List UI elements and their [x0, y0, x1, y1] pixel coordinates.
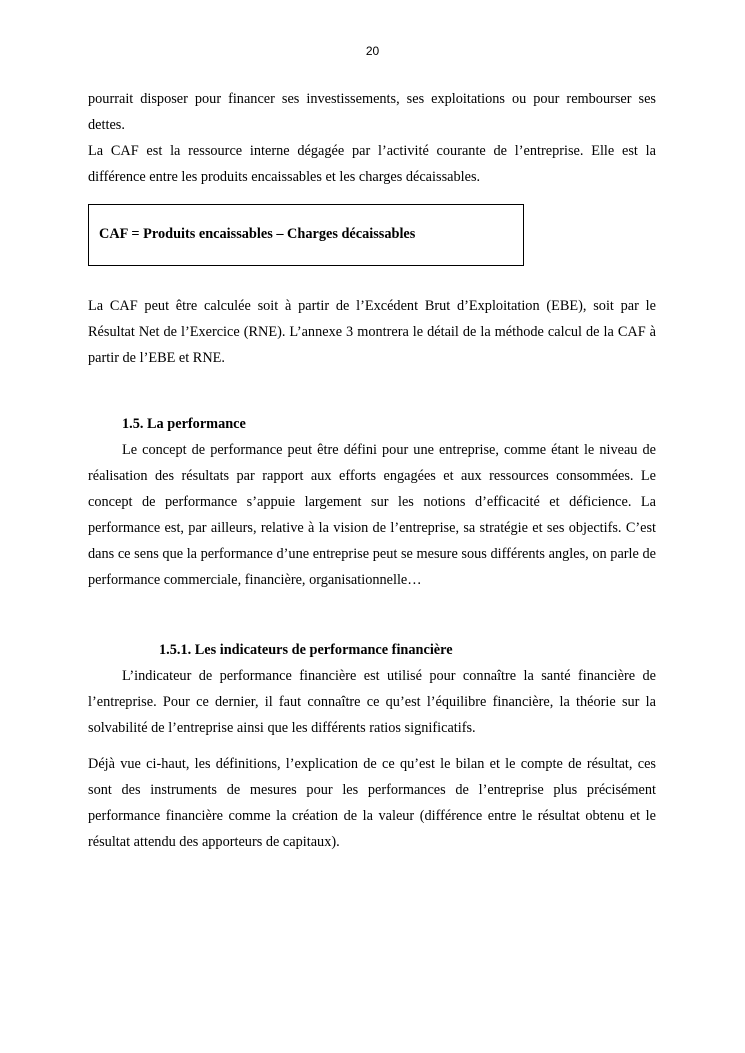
- document-body: [88, 86, 656, 855]
- paragraph-caf-definition: La CAF est la ressource interne dégagée par l’activité courante de l’entreprise. Elle est la différence entre les produits encaissables et les charges décaissables.: [88, 143, 656, 185]
- paragraph-instruments: Déjà vue ci-haut, les définitions, l’explication de ce qu’est le bilan et le compte de résultat, ces sont des instruments de mesures pour les performances de l’entreprise plus précisément performance financière comme la création de la valeur (différence entre le résultat obtenu et le résultat attendu des apporteurs de capitaux).: [88, 756, 656, 850]
- paragraph-indicator: L’indicateur de performance financière est utilisé pour connaître la santé financière de l’entreprise. Pour ce dernier, il faut connaître ce qu’est l’équilibre financière, la théorie sur la solvabilité de l’entreprise ainsi que les différents ratios significatifs.: [88, 668, 656, 736]
- formula-box: [88, 204, 524, 266]
- paragraph-caf-calculation: La CAF peut être calculée soit à partir de l’Excédent Brut d’Exploitation (EBE), soit par le Résultat Net de l’Exercice (RNE). L’annexe 3 montrera le détail de la méthode calcul de la CAF à partir de l’EBE et RNE.: [88, 298, 656, 366]
- paragraph-continuation: pourrait disposer pour financer ses investissements, ses exploitations ou pour rembourser ses dettes.: [88, 91, 656, 133]
- formula-text: CAF = Produits encaissables – Charges décaissables: [99, 226, 416, 242]
- section-heading-performance: 1.5. La performance: [122, 416, 246, 432]
- paragraph-performance-concept: Le concept de performance peut être défini pour une entreprise, comme étant le niveau de réalisation des résultats par rapport aux efforts engagées et aux ressources consommées. Le concept de performance s’appuie largement sur les notions d’efficacité et déficience. La performance est, par ailleurs, relative à la vision de l’entreprise, sa stratégie et ses objectifs. C’est dans ce sens que la performance d’une entreprise peut se mesure sous différents angles, on parle de performance commerciale, financière, organisationnelle…: [88, 442, 656, 588]
- subsection-heading-indicators: 1.5.1. Les indicateurs de performance financière: [159, 642, 453, 658]
- page-number: 20: [365, 44, 380, 58]
